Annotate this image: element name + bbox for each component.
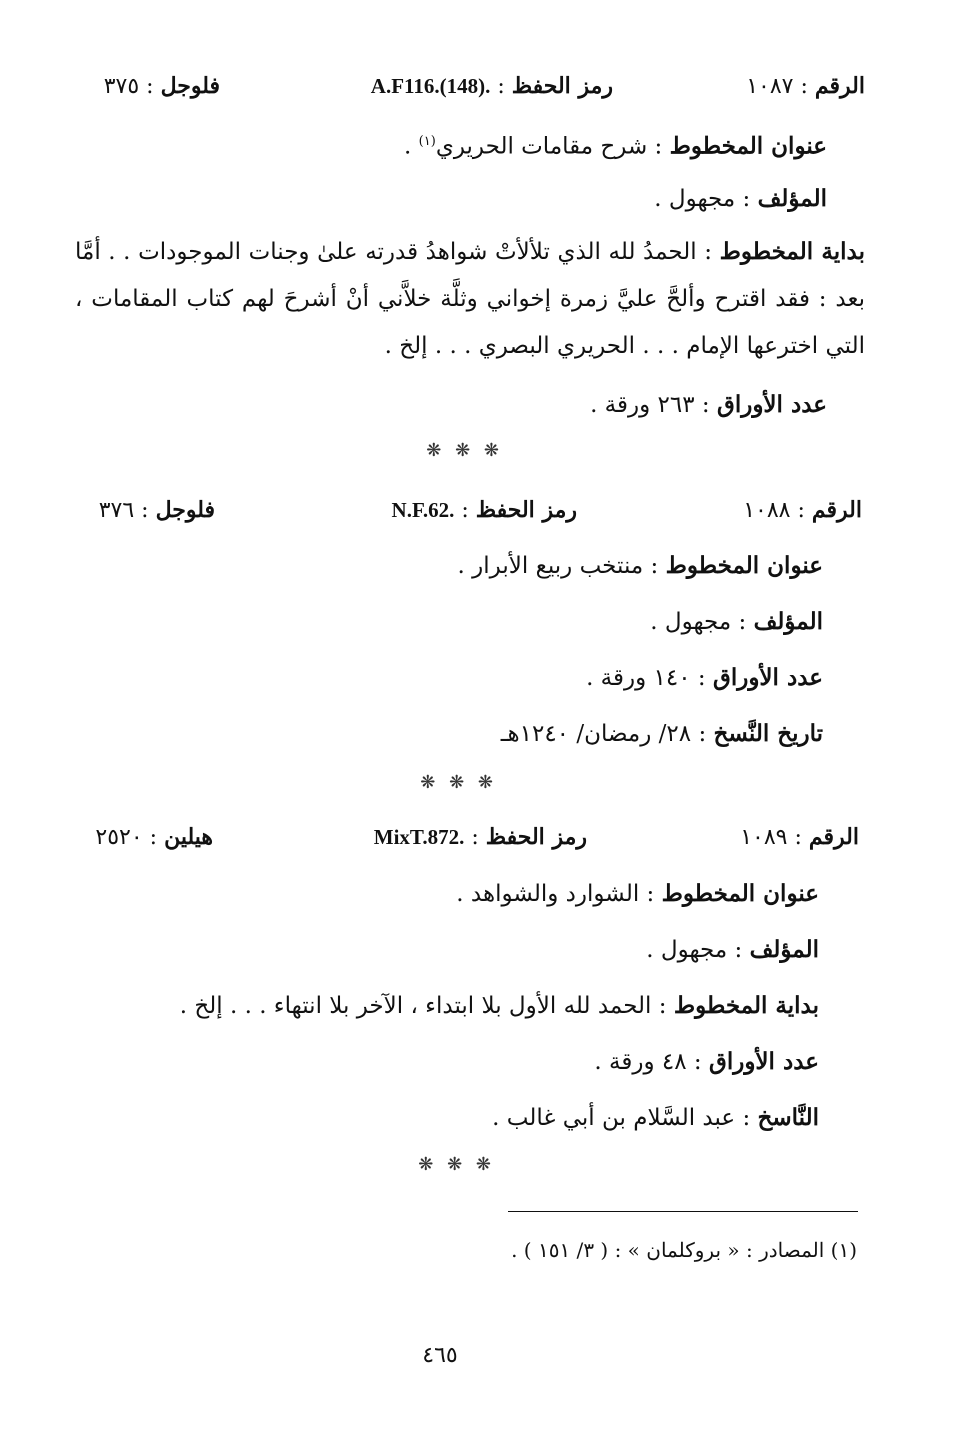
footnote: (١) المصادر : « بروكلمان » : ( ٣/ ١٥١ ) .	[511, 1238, 857, 1262]
title-field: عنوان المخطوط : منتخب ربيع الأبرار .	[457, 552, 823, 579]
number-label: الرقم	[814, 73, 865, 99]
author-field: المؤلف : مجهول .	[646, 936, 819, 963]
collection-field: فلوجل : ٣٧٥	[103, 73, 220, 99]
code-field: رمز الحفظ : N.F.62.	[391, 497, 577, 523]
title-field: عنوان المخطوط : الشوارد والشواهد .	[456, 880, 819, 907]
number-label: الرقم	[808, 824, 859, 850]
author-label: المؤلف	[757, 185, 827, 212]
copy-date-label: تاريخ النَّسخ	[713, 720, 823, 747]
separator: ❋ ❋ ❋	[420, 772, 497, 793]
code-value: A.F116.(148).	[370, 74, 491, 98]
author-label: المؤلف	[753, 608, 823, 635]
number-label: الرقم	[811, 497, 862, 523]
collection-label: فلوجل	[160, 73, 220, 99]
code-label: رمز الحفظ	[511, 73, 613, 99]
copyist-label: النَّاسخ	[757, 1104, 819, 1131]
folios-field: عدد الأوراق : ١٤٠ ورقة .	[586, 664, 823, 691]
folios-label: عدد الأوراق	[716, 391, 827, 418]
beginning-field: بداية المخطوط : الحمد لله الأول بلا ابتداء ، الآخر بلا انتهاء . . . إلخ .	[179, 992, 819, 1019]
folios-value: ٤٨ ورقة .	[594, 1049, 687, 1075]
folios-field: عدد الأوراق : ٤٨ ورقة .	[594, 1048, 819, 1075]
collection-number: ٣٧٦	[98, 498, 135, 523]
number-value: ١٠٨٩	[740, 825, 788, 850]
page-number: ٤٦٥	[422, 1343, 458, 1368]
title-value: الشوارد والشواهد .	[456, 881, 640, 907]
code-field: رمز الحفظ : A.F116.(148).	[370, 73, 613, 99]
copyist-value: عبد السَّلام بن أبي غالب .	[492, 1105, 736, 1131]
number-value: ١٠٨٧	[746, 74, 794, 99]
copy-date-field: تاريخ النَّسخ : ٢٨/ رمضان/ ١٢٤٠هـ	[500, 720, 823, 747]
folios-value: ١٤٠ ورقة .	[586, 665, 691, 691]
collection-label: فلوجل	[155, 497, 215, 523]
copy-date-value: ٢٨/ رمضان/ ١٢٤٠هـ	[500, 721, 692, 747]
number-field: الرقم : ١٠٨٨	[743, 497, 862, 523]
title-field: عنوان المخطوط : شرح مقامات الحريري$^{(١)}$ .	[404, 132, 827, 160]
author-field: المؤلف : مجهول .	[654, 185, 827, 212]
title-label: عنوان المخطوط	[665, 552, 823, 579]
beginning-value: الحمدُ لله الذي تلألأتْ شواهدُ قدرته علىٰ وجنات الموجودات . . أمَّا بعد : فقد اقترح وألحَّ عليَّ زمرة إخواني وثلَّة خلاَّني أنْ أشرحَ لهم كتاب المقامات ، التي اخترعها الإمام . . . الحريري البصري . . . إلخ .	[75, 239, 865, 359]
author-label: المؤلف	[749, 936, 819, 963]
collection-label: هيلين	[164, 824, 213, 850]
collection-field: فلوجل : ٣٧٦	[98, 497, 215, 523]
beginning-value: الحمد لله الأول بلا ابتداء ، الآخر بلا انتهاء . . . إلخ .	[179, 993, 652, 1019]
code-value: N.F.62.	[391, 498, 455, 522]
folios-label: عدد الأوراق	[708, 1048, 819, 1075]
folios-label: عدد الأوراق	[712, 664, 823, 691]
number-field: الرقم : ١٠٨٩	[740, 824, 859, 850]
beginning-field: بداية المخطوط : الحمدُ لله الذي تلألأتْ شواهدُ قدرته علىٰ وجنات الموجودات . . أمَّا بعد : فقد اقترح وألحَّ عليَّ زمرة إخواني وثلَّة خلاَّني أنْ أشرحَ لهم كتاب المقامات ، التي اخترعها الإمام . . . الحريري البصري . . . إلخ .	[75, 238, 865, 359]
beginning-label: بداية المخطوط	[673, 992, 819, 1019]
footnote-ref: (١)	[418, 134, 436, 149]
code-field: رمز الحفظ : MixT.872.	[373, 824, 587, 850]
author-value: مجهول .	[650, 609, 732, 635]
copyist-field: النَّاسخ : عبد السَّلام بن أبي غالب .	[492, 1104, 819, 1131]
entry-header	[0, 817, 965, 857]
title-label: عنوان المخطوط	[661, 880, 819, 907]
title-value: منتخب ربيع الأبرار .	[457, 553, 644, 579]
title-value: شرح مقامات الحريري	[435, 133, 648, 160]
title-label: عنوان المخطوط	[669, 132, 827, 160]
collection-field: هيلين : ٢٥٢٠	[95, 824, 213, 850]
folios-value: ٢٦٣ ورقة .	[590, 392, 695, 418]
separator: ❋ ❋ ❋	[418, 1154, 495, 1175]
code-label: رمز الحفظ	[475, 497, 577, 523]
number-value: ١٠٨٨	[743, 498, 791, 523]
beginning-label: بداية المخطوط	[719, 238, 865, 265]
author-field: المؤلف : مجهول .	[650, 608, 823, 635]
number-field: الرقم : ١٠٨٧	[746, 73, 865, 99]
entry-header	[0, 66, 965, 106]
collection-number: ٣٧٥	[103, 74, 140, 99]
code-label: رمز الحفظ	[485, 824, 587, 850]
author-value: مجهول .	[646, 937, 728, 963]
folios-field: عدد الأوراق : ٢٦٣ ورقة .	[590, 391, 827, 418]
code-value: MixT.872.	[373, 825, 465, 849]
author-value: مجهول .	[654, 186, 736, 212]
entry-header	[0, 490, 965, 530]
separator: ❋ ❋ ❋	[426, 440, 503, 461]
footnote-rule	[508, 1211, 858, 1212]
collection-number: ٢٥٢٠	[95, 825, 143, 850]
